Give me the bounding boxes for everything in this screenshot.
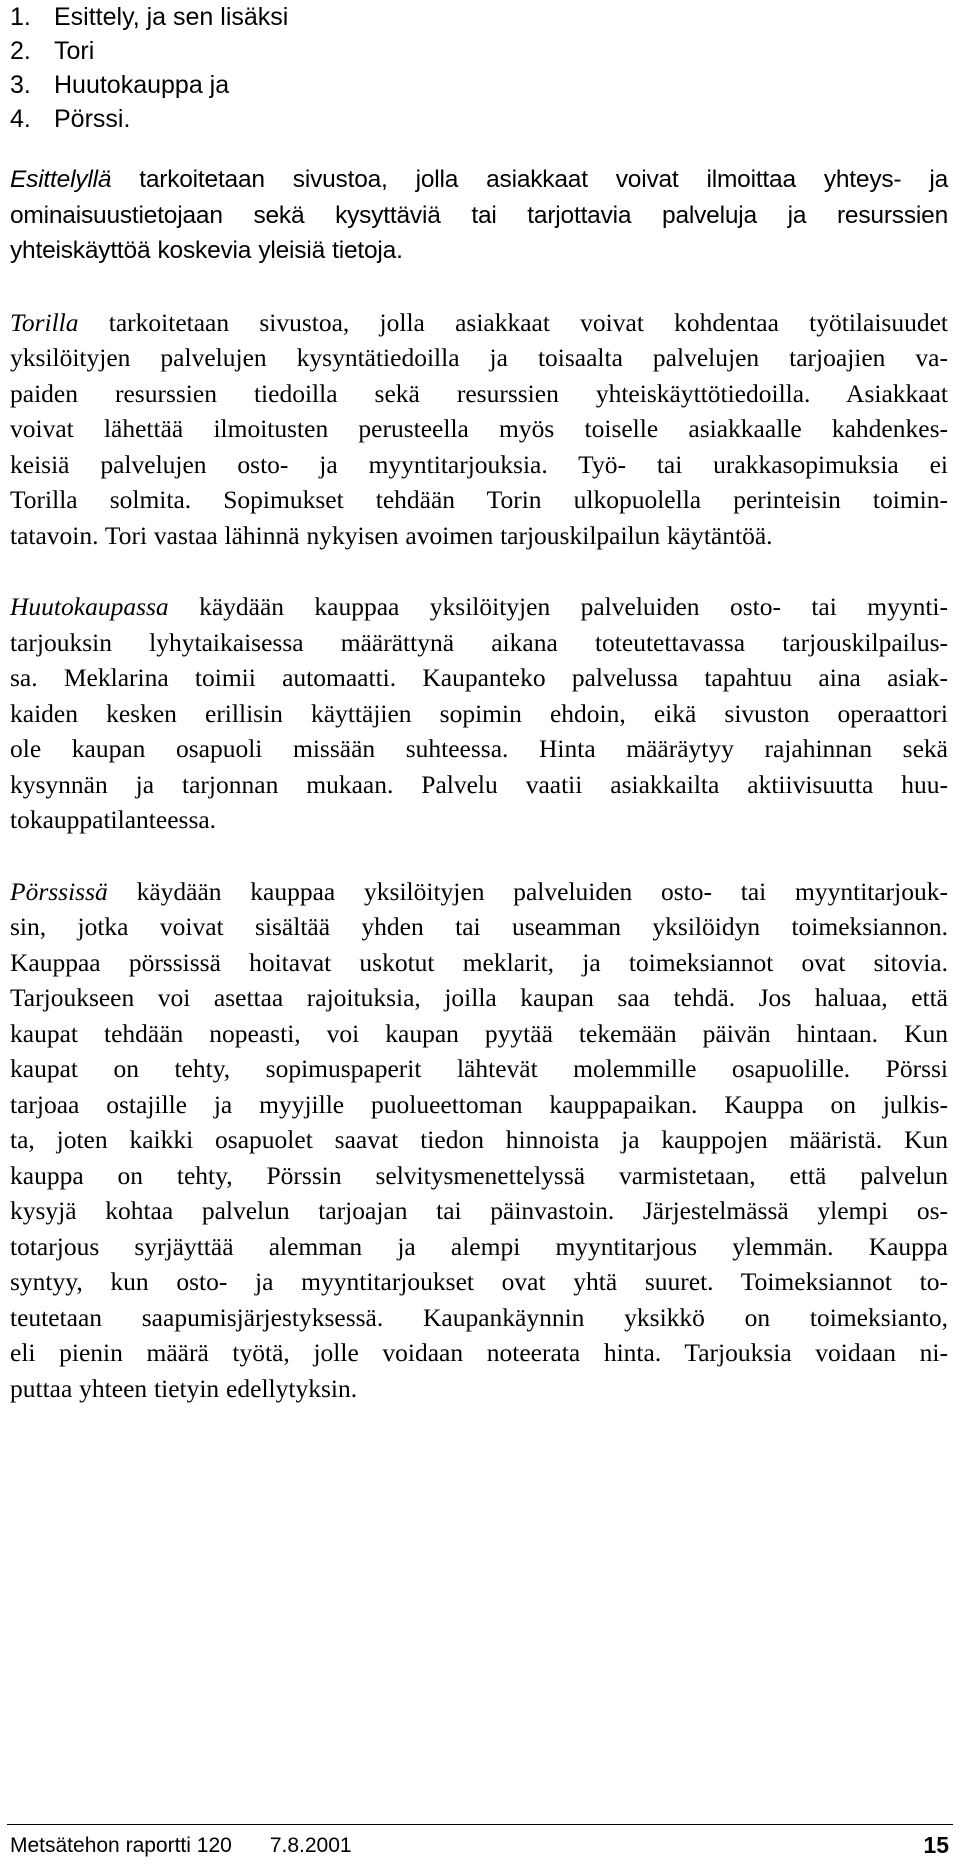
- paragraph-line: sin, jotka voivat sisältää yhden tai useamman yksilöidyn toimeksiannon.: [10, 912, 948, 941]
- paragraph-line: tokauppatilanteessa.: [10, 805, 217, 834]
- paragraph-line: kaiden kesken erillisin käyttäjien sopimin ehdoin, eikä sivuston operaattori: [10, 698, 948, 728]
- tori-paragraph: [10, 305, 948, 554]
- list-item: [10, 68, 948, 102]
- paragraph-line: tatavoin. Tori vastaa lähinnä nykyisen avoimen tarjouskilpailun käytäntöä.: [10, 520, 773, 550]
- paragraph-line: puttaa yhteen tietyin edellytyksin.: [10, 1373, 358, 1403]
- term-huutokauppa: Huutokaupassa: [10, 592, 169, 621]
- paragraph-line: yhteiskäyttöä koskevia yleisiä tietoja.: [10, 237, 403, 264]
- exchange-paragraph: [10, 874, 948, 1407]
- paragraph-line: kysyjä kohtaa palvelun tarjoajan tai päinvastoin. Järjestelmässä ylempi os-: [10, 1196, 948, 1225]
- term-porssi: Pörssissä: [10, 876, 108, 906]
- footer-divider: [7, 1824, 953, 1825]
- list-text: Pörssi.: [54, 105, 131, 133]
- paragraph-line: Esittelyllä tarkoitetaan sivustoa, jolla asiakkaat voivat ilmoittaa yhteys- ja: [10, 166, 948, 193]
- term-esittely: Esittelyllä: [10, 166, 112, 193]
- paragraph-line: eli pienin määrä työtä, jolle voidaan noteerata hinta. Tarjouksia voidaan ni-: [10, 1338, 948, 1367]
- paragraph-line: Tarjoukseen voi asettaa rajoituksia, joilla kaupan saa tehdä. Jos haluaa, että: [10, 983, 948, 1012]
- paragraph-line: syntyy, kun osto- ja myyntitarjoukset ovat yhtä suuret. Toimeksiannot to-: [10, 1267, 948, 1296]
- paragraph-line: Huutokaupassa käydään kauppaa yksilöityjen palveluiden osto- tai myynti-: [10, 592, 948, 621]
- paragraph-line: tarjouksin lyhytaikaisessa määrättynä aikana toteutettavassa tarjouskilpailus-: [10, 627, 948, 657]
- paragraph-line: ta, joten kaikki osapuolet saavat tiedon hinnoista ja kauppojen määristä. Kun: [10, 1125, 948, 1154]
- paragraph-line: tarjoaa ostajille ja myyjille puolueettoman kauppapaikan. Kauppa on julkis-: [10, 1089, 948, 1119]
- paragraph-line: Torilla solmita. Sopimukset tehdään Torin ulkopuolella perinteisin toimin-: [10, 485, 948, 514]
- list-item: [10, 102, 948, 136]
- intro-paragraph: [10, 162, 948, 269]
- paragraph-line: voivat lähettää ilmoitusten perusteella myös toiselle asiakkaalle kahdenkes-: [10, 414, 948, 443]
- report-date: 7.8.2001: [269, 1834, 352, 1857]
- numbered-list: [10, 0, 948, 136]
- paragraph-line: Pörssissä käydään kauppaa yksilöityjen palveluiden osto- tai myyntitarjouk-: [10, 876, 948, 906]
- paragraph-line: paiden resurssien tiedoilla sekä resurssien yhteiskäyttötiedoilla. Asiakkaat: [10, 378, 948, 408]
- paragraph-line: ole kaupan osapuoli missään suhteessa. Hinta määräytyy rajahinnan sekä: [10, 734, 948, 763]
- report-name: Metsätehon raportti 120: [10, 1834, 232, 1857]
- list-text: Tori: [54, 37, 95, 65]
- paragraph-line: sa. Meklarina toimii automaatti. Kaupanteko palvelussa tapahtuu aina asiak-: [10, 663, 948, 692]
- term-tori: Torilla: [10, 307, 79, 337]
- page-footer: [0, 1824, 960, 1866]
- paragraph-line: totarjous syrjäyttää alemman ja alempi myyntitarjous ylemmän. Kauppa: [10, 1231, 948, 1261]
- list-text: Esittely, ja sen lisäksi: [54, 3, 289, 31]
- list-text: Huutokauppa ja: [54, 71, 230, 99]
- paragraph-line: kysynnän ja tarjonnan mukaan. Palvelu vaatii asiakkailta aktiivisuutta huu-: [10, 769, 948, 799]
- list-number: 1.: [10, 3, 31, 31]
- list-number: 4.: [10, 105, 31, 133]
- paragraph-line: kaupat tehdään nopeasti, voi kaupan pyytää tekemään päivän hintaan. Kun: [10, 1018, 948, 1048]
- document-page: [10, 0, 948, 1406]
- paragraph-line: Kauppaa pörssissä hoitavat uskotut meklarit, ja toimeksiannot ovat sitovia.: [10, 947, 948, 977]
- footer-info: [10, 1834, 352, 1858]
- paragraph-line: ominaisuustietojaan sekä kysyttäviä tai tarjottavia palveluja ja resurssien: [10, 201, 948, 229]
- list-number: 2.: [10, 37, 31, 65]
- paragraph-line: keisiä palvelujen osto- ja myyntitarjouksia. Työ- tai urakkasopimuksia ei: [10, 449, 948, 479]
- paragraph-line: teutetaan saapumisjärjestyksessä. Kaupankäynnin yksikkö on toimeksianto,: [10, 1302, 948, 1332]
- list-item: [10, 0, 948, 34]
- list-item: [10, 34, 948, 68]
- page-number: 15: [923, 1832, 949, 1858]
- paragraph-line: kauppa on tehty, Pörssin selvitysmenettelyssä varmistetaan, että palvelun: [10, 1160, 948, 1190]
- paragraph-line: Torilla tarkoitetaan sivustoa, jolla asiakkaat voivat kohdentaa työtilaisuudet: [10, 307, 948, 337]
- list-number: 3.: [10, 71, 31, 99]
- auction-paragraph: [10, 589, 948, 838]
- paragraph-line: kaupat on tehty, sopimuspaperit lähtevät molemmille osapuolille. Pörssi: [10, 1054, 948, 1083]
- paragraph-line: yksilöityjen palvelujen kysyntätiedoilla ja toisaalta palvelujen tarjoajien va-: [10, 343, 948, 372]
